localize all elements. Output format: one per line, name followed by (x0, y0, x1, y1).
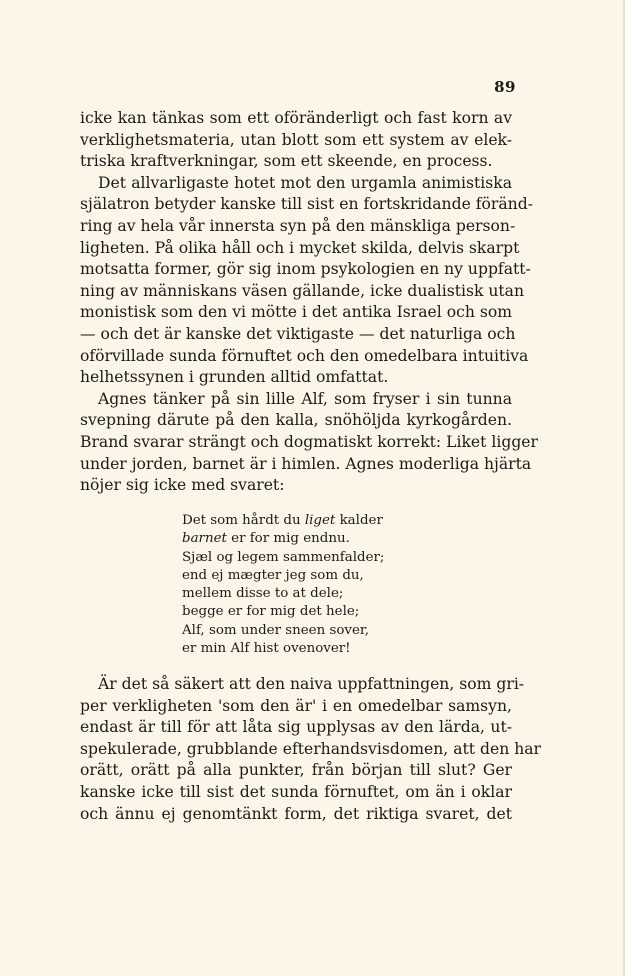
text-line: ning av människans väsen gällande, icke dualistisk utan (80, 281, 525, 300)
poem-text: er for mig endnu. (226, 531, 350, 547)
poem-italic-word: liget (304, 513, 336, 528)
text-line: ligheten. På olika håll och i mycket skilda, delvis skarpt (80, 238, 520, 257)
text-line: Brand svarar strängt och dogmatiskt korrekt: Liket ligger (80, 432, 538, 451)
poem-quote (182, 512, 442, 658)
text-line: Agnes tänker på sin lille Alf, som fryser i sin tunna (98, 389, 512, 408)
poem-line: er min Alf hist ovenover! (182, 641, 351, 657)
text-line: orätt, orätt på alla punkter, från början till slut? Ger (80, 761, 512, 780)
body-text-upper (80, 108, 538, 497)
text-line: och ännu ej genomtänkt form, det riktiga svaret, det (80, 804, 512, 823)
page-number: 89 (494, 78, 516, 96)
text-line: spekulerade, grubblande efterhandsvisdomen, att den har (80, 739, 541, 758)
text-line: per verkligheten 'som den är' i en omedelbar samsyn, (80, 696, 512, 715)
poem-text: Det som hårdt du (182, 513, 305, 528)
text-line: icke kan tänkas som ett oföränderligt och fast korn av (80, 109, 512, 127)
text-line: verklighetsmateria, utan blott som ett system av elek- (80, 130, 512, 149)
text-line: Är det så säkert att den naiva uppfattningen, som gri- (98, 675, 525, 693)
text-line: svepning därute på den kalla, snöhöljda kyrkogården. (80, 411, 512, 430)
poem-text: kalder (335, 513, 383, 528)
text-line: helhetssynen i grunden alltid omfattat. (80, 368, 389, 387)
text-line: kanske icke till sist det sunda förnuftet, om än i oklar (80, 782, 512, 801)
poem-line (182, 512, 442, 530)
body-text-lower (80, 674, 541, 825)
text-line: Det allvarligaste hotet mot den urgamla animistiska (98, 173, 512, 192)
poem-line: mellem disse to at dele; (182, 586, 344, 602)
text-line: oförvillade sunda förnuftet och den omedelbara intuitiva (80, 346, 529, 365)
poem-line: Alf, som under sneen sover, (182, 622, 370, 638)
text-line: triska kraftverkningar, som ett skeende, en process. (80, 152, 493, 171)
poem-line: Sjæl og legem sammenfalder; (182, 549, 385, 565)
poem-italic-word: barnet (182, 531, 227, 547)
text-line: monistisk som den vi mötte i det antika Israel och som (80, 303, 512, 322)
text-line: under jorden, barnet är i himlen. Agnes moderliga hjärta (80, 454, 532, 473)
text-line: själatron betyder kanske till sist en fortskridande föränd- (80, 195, 533, 214)
text-line: nöjer sig icke med svaret: (80, 476, 285, 495)
poem-line: begge er for mig det hele; (182, 604, 360, 620)
text-line: endast är till för att låta sig upplysas av den lärda, ut- (80, 718, 512, 737)
poem-line: end ej mægter jeg som du, (182, 567, 364, 583)
text-line: — och det är kanske det viktigaste — det naturliga och (80, 324, 516, 343)
text-line: ring av hela vår innersta syn på den mänskliga person- (80, 216, 516, 235)
poem-line (182, 530, 442, 548)
text-line: motsatta former, gör sig inom psykologien en ny uppfatt- (80, 260, 531, 279)
